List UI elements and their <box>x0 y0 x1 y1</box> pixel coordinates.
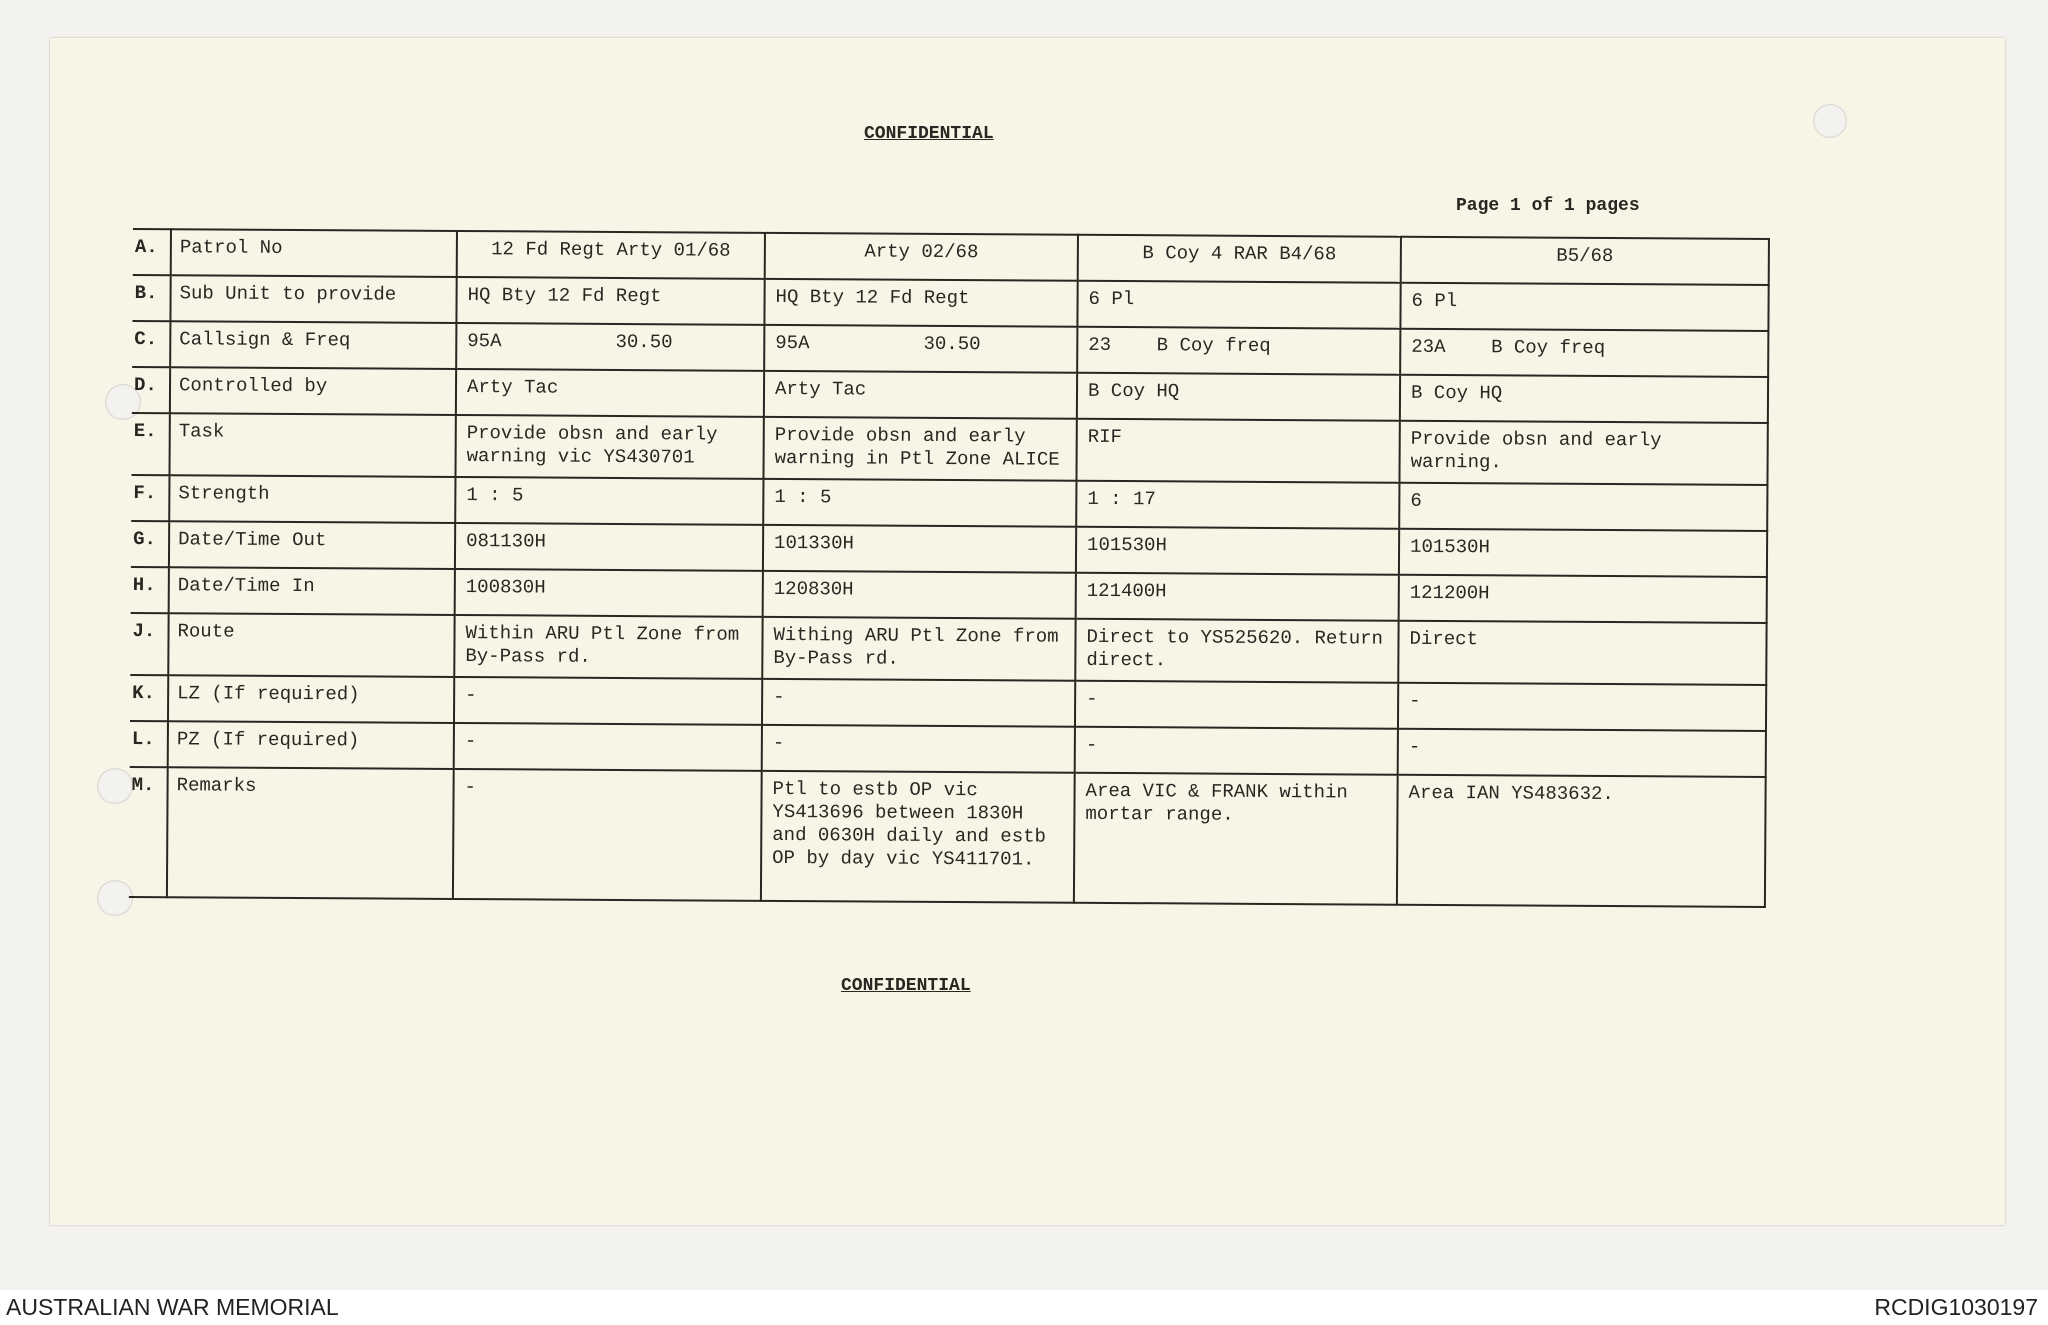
row-label: Callsign & Freq <box>170 321 456 369</box>
table-cell: 23 B Coy freq <box>1077 327 1400 375</box>
table-cell: HQ Bty 12 Fd Regt <box>764 279 1077 327</box>
row-letter: J. <box>130 613 168 675</box>
table-cell: Arty Tac <box>456 369 764 417</box>
table-cell: Provide obsn and early warning in Ptl Zone ALICE <box>763 417 1076 481</box>
table-cell: 121400H <box>1076 573 1399 621</box>
table-cell: - <box>1398 729 1766 777</box>
punch-hole <box>97 768 133 804</box>
row-label: PZ (If required) <box>168 721 454 769</box>
row-letter: B. <box>132 275 170 321</box>
row-letter: G. <box>131 521 169 567</box>
table-cell: Arty Tac <box>764 371 1077 419</box>
table-cell: 101530H <box>1399 529 1767 577</box>
table-cell: Provide obsn and early warning. <box>1399 421 1767 485</box>
table-cell: B Coy HQ <box>1077 373 1400 421</box>
table-cell: B Coy 4 RAR B4/68 <box>1078 235 1401 283</box>
row-letter: D. <box>132 367 170 413</box>
table-cell: - <box>1075 727 1398 775</box>
table-cell: 101530H <box>1076 527 1399 575</box>
row-letter: M. <box>129 767 168 897</box>
row-letter: A. <box>133 229 171 275</box>
table-cell: - <box>1398 683 1766 731</box>
table-cell: 121200H <box>1399 575 1767 623</box>
row-label: Patrol No <box>171 229 457 277</box>
archive-name: AUSTRALIAN WAR MEMORIAL <box>6 1294 339 1320</box>
table-cell: - <box>454 723 762 771</box>
table-cell: - <box>1075 681 1398 729</box>
table-cell: B Coy HQ <box>1400 375 1768 423</box>
row-letter: H. <box>131 567 169 613</box>
table-cell: - <box>762 679 1075 727</box>
table-cell: - <box>453 769 762 901</box>
row-label: Controlled by <box>170 367 456 415</box>
table-cell: 6 Pl <box>1077 281 1400 329</box>
row-label: Date/Time In <box>169 567 455 615</box>
table-cell: HQ Bty 12 Fd Regt <box>456 277 764 325</box>
table-cell: 1 : 17 <box>1076 481 1399 529</box>
row-letter: K. <box>130 675 168 721</box>
row-label: LZ (If required) <box>168 675 454 723</box>
table-cell: 95A 30.50 <box>456 323 764 371</box>
table-cell: - <box>454 677 762 725</box>
table-cell: 6 <box>1399 483 1767 531</box>
table-cell: 95A 30.50 <box>764 325 1077 373</box>
table-cell: Direct to YS525620. Return direct. <box>1075 619 1398 683</box>
page-info: Page 1 of 1 pages <box>1456 196 1640 216</box>
table-cell: 120830H <box>763 571 1076 619</box>
table-cell: Provide obsn and early warning vic YS430701 <box>455 415 763 479</box>
row-letter: C. <box>132 321 170 367</box>
table-cell: 1 : 5 <box>455 477 763 525</box>
table-cell: Within ARU Ptl Zone from By-Pass rd. <box>454 615 762 679</box>
row-label: Date/Time Out <box>169 521 455 569</box>
table-cell: 23A B Coy freq <box>1400 329 1768 377</box>
table-cell: 081130H <box>455 523 763 571</box>
table-cell: 100830H <box>455 569 763 617</box>
row-label: Remarks <box>167 767 454 899</box>
table-cell: Area VIC & FRANK within mortar range. <box>1074 773 1398 905</box>
punch-hole <box>1813 104 1847 138</box>
table-cell: Ptl to estb OP vic YS413696 between 1830H and 0630H daily and estb OP by day vic YS411701. <box>761 771 1075 903</box>
patrol-table-body <box>129 229 1769 907</box>
table-row <box>129 767 1766 907</box>
archive-id: RCDIG1030197 <box>1874 1294 2038 1320</box>
patrol-table <box>129 228 1770 908</box>
table-cell: 6 Pl <box>1400 283 1768 331</box>
row-label: Strength <box>169 475 455 523</box>
table-cell: 1 : 5 <box>763 479 1076 527</box>
table-cell: 12 Fd Regt Arty 01/68 <box>457 231 765 279</box>
punch-hole <box>97 880 133 916</box>
row-label: Route <box>168 613 454 677</box>
table-row <box>130 613 1766 685</box>
table-cell: Direct <box>1398 621 1766 685</box>
row-letter: F. <box>131 475 169 521</box>
archive-footer <box>0 1290 2048 1325</box>
row-letter: L. <box>130 721 168 767</box>
table-cell: Arty 02/68 <box>765 233 1078 281</box>
table-cell: 101330H <box>763 525 1076 573</box>
classification-top: CONFIDENTIAL <box>864 124 994 144</box>
table-cell: RIF <box>1076 419 1399 483</box>
table-cell: B5/68 <box>1401 237 1769 285</box>
row-label: Task <box>169 413 455 477</box>
table-cell: Withing ARU Ptl Zone from By-Pass rd. <box>762 617 1075 681</box>
table-cell: Area IAN YS483632. <box>1397 775 1766 907</box>
row-label: Sub Unit to provide <box>170 275 456 323</box>
table-row <box>131 413 1767 485</box>
table-cell: - <box>762 725 1075 773</box>
row-letter: E. <box>131 413 169 475</box>
classification-bottom: CONFIDENTIAL <box>841 976 971 996</box>
